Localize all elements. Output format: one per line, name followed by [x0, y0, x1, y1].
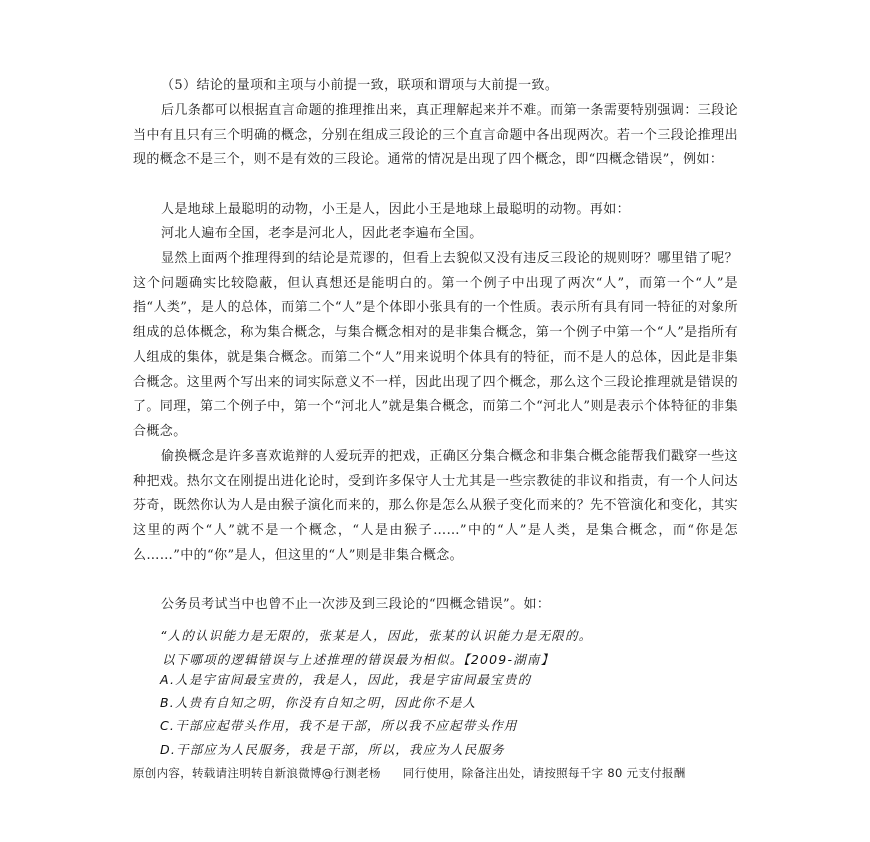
option-c: C.干部应起带头作用，我不是干部，所以我不应起带头作用	[160, 718, 518, 733]
question-stem: “人的认识能力是无限的，张某是人，因此，张某的认识能力是无限的。	[160, 628, 593, 643]
question-prompt: 以下哪项的逻辑错误与上述推理的错误最为相似。【2009-湖南】	[162, 652, 555, 667]
paragraph-example-2: 河北人遍布全国，老李是河北人，因此老李遍布全国。	[161, 226, 483, 241]
option-a: A.人是宇宙间最宝贵的，我是人，因此，我是宇宙间最宝贵的	[160, 672, 532, 687]
footer-source-note: 原创内容，转载请注明转自新浪微博@行测老杨	[133, 766, 381, 780]
copyright-footer	[133, 765, 753, 781]
option-d: D.干部应为人民服务，我是干部，所以，我应为人民服务	[160, 742, 505, 757]
footer-usage-note: 同行使用，除备注出处，请按照每千字 80 元支付报酬	[402, 766, 686, 780]
paragraph-conclusion-rule: （5）结论的量项和主项与小前提一致，联项和谓项与大前提一致。	[161, 78, 559, 93]
paragraph-explanation: 显然上面两个推理得到的结论是荒谬的，但看上去貌似又没有违反三段论的规则呀？哪里错了呢？这个问题确实比较隐蔽，但认真想还是能明白的。第一个例子中出现了两次“人”，而第一个“人”是指“人类”，是人的总体，而第二个“人”是个体即小张具有的一个性质。表示所有具有同一特征的对象所组成的总体概念，称为集合概念，与集合概念相对的是非集合概念，第一个例子中第一个“人”是指所有人组成的集体，就是集合概念。而第二个“人”用来说明个体具有的特征，而不是人的总体，因此是非集合概念。这里两个写出来的词实际意义不一样，因此出现了四个概念，那么这个三段论推理就是错误的了。同理，第二个例子中，第一个“河北人”就是集合概念，而第二个“河北人”则是表示个体特征的非集合概念。	[133, 251, 738, 439]
option-b: B.人贵有自知之明，你没有自知之明，因此你不是人	[160, 695, 477, 710]
paragraph-three-concepts: 后几条都可以根据直言命题的推理推出来，真正理解起来并不难。而第一条需要特别强调：三段论当中有且只有三个明确的概念，分别在组成三段论的三个直言命题中各出现两次。若一个三段论推理出现的概念不是三个，则不是有效的三段论。通常的情况是出现了四个概念，即“四概念错误”，例如：	[133, 103, 738, 168]
paragraph-exam-intro: 公务员考试当中也曾不止一次涉及到三段论的“四概念错误”。如：	[161, 597, 551, 612]
paragraph-example-1: 人是地球上最聪明的动物，小王是人，因此小王是地球上最聪明的动物。再如：	[161, 202, 631, 217]
paragraph-concept-substitution: 偷换概念是许多喜欢诡辩的人爱玩弄的把戏，正确区分集合概念和非集合概念能帮我们戳穿一些这种把戏。热尔文在刚提出进化论时，受到许多保守人士尤其是一些宗教徒的非议和指责，有一个人问达芬奇，既然你认为人是由猴子演化而来的，那么你是怎么从猴子变化而来的？先不管演化和变化，其实这里的两个“人”就不是一个概念，“人是由猴子……”中的“人”是人类，是集合概念，而“你是怎么……”中的“你”是人，但这里的“人”则是非集合概念。	[133, 449, 738, 563]
